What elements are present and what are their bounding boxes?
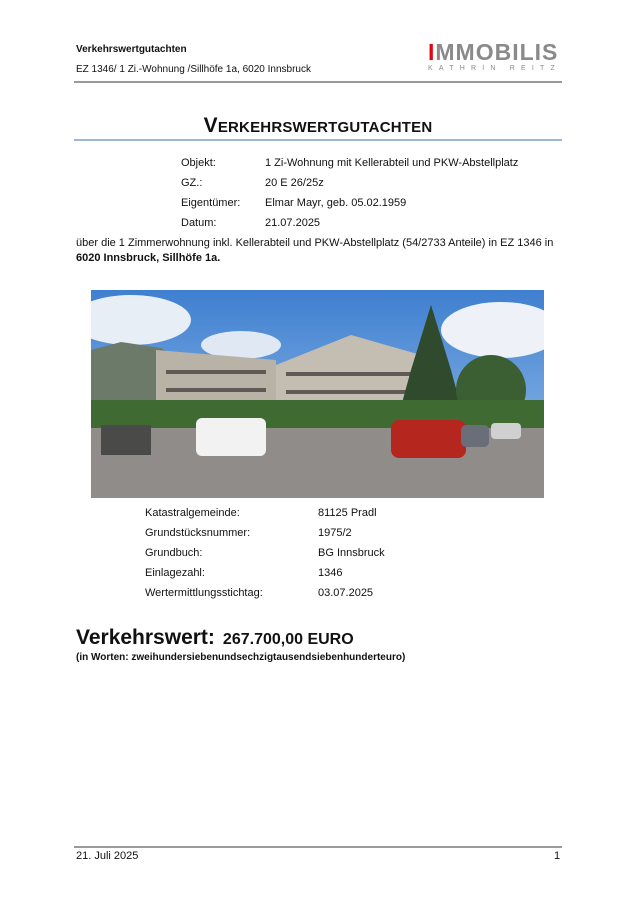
intro-text: über die 1 Zimmerwohnung inkl. Kellerabteil und PKW-Abstellplatz (54/2733 Anteile) in EZ 1346 in	[76, 237, 554, 249]
detail-label: Wertermittlungsstichtag:	[145, 587, 263, 599]
detail-label: Grundbuch:	[145, 547, 203, 559]
page-title: Verkehrswertgutachten	[203, 114, 433, 137]
page-number: 1	[554, 850, 561, 862]
detail-label: Katastralgemeinde:	[145, 507, 240, 519]
title-underline	[74, 139, 562, 141]
header-subtitle: EZ 1346/ 1 Zi.-Wohnung /Sillhöfe 1a, 6020 Innsbruck	[76, 64, 311, 75]
detail-value: 81125 Pradl	[318, 507, 377, 519]
header-doc-type: Verkehrswertgutachten	[76, 44, 187, 55]
info-label: Datum:	[181, 217, 217, 229]
footer-divider	[74, 846, 562, 848]
detail-value: 1975/2	[318, 527, 352, 539]
intro-paragraph	[76, 236, 556, 266]
property-photo	[91, 290, 544, 498]
valuation-label: Verkehrswert:	[76, 626, 215, 649]
info-value: 21.07.2025	[265, 217, 321, 229]
info-value: Elmar Mayr, geb. 05.02.1959	[265, 197, 407, 209]
intro-address: 6020 Innsbruck, Sillhöfe 1a.	[76, 252, 221, 264]
detail-value: BG Innsbruck	[318, 547, 385, 559]
company-logo: IMMOBILIS KATHRIN REITZ	[428, 39, 561, 72]
detail-label: Einlagezahl:	[145, 567, 205, 579]
detail-value: 03.07.2025	[318, 587, 374, 599]
detail-label: Grundstücksnummer:	[145, 527, 251, 539]
detail-value: 1346	[318, 567, 343, 579]
header-divider	[74, 81, 562, 83]
footer-date: 21. Juli 2025	[76, 850, 139, 862]
valuation	[76, 626, 354, 650]
valuation-in-words: (in Worten: zweihundersiebenundsechzigtausendsiebenhunderteuro)	[76, 652, 406, 663]
info-label: Objekt:	[181, 157, 216, 169]
info-value: 20 E 26/25z	[265, 177, 324, 189]
valuation-value: 267.700,00 EURO	[222, 631, 354, 648]
info-value: 1 Zi-Wohnung mit Kellerabteil und PKW-Abstellplatz	[265, 157, 519, 169]
info-label: GZ.:	[181, 177, 203, 189]
info-label: Eigentümer:	[181, 197, 241, 209]
